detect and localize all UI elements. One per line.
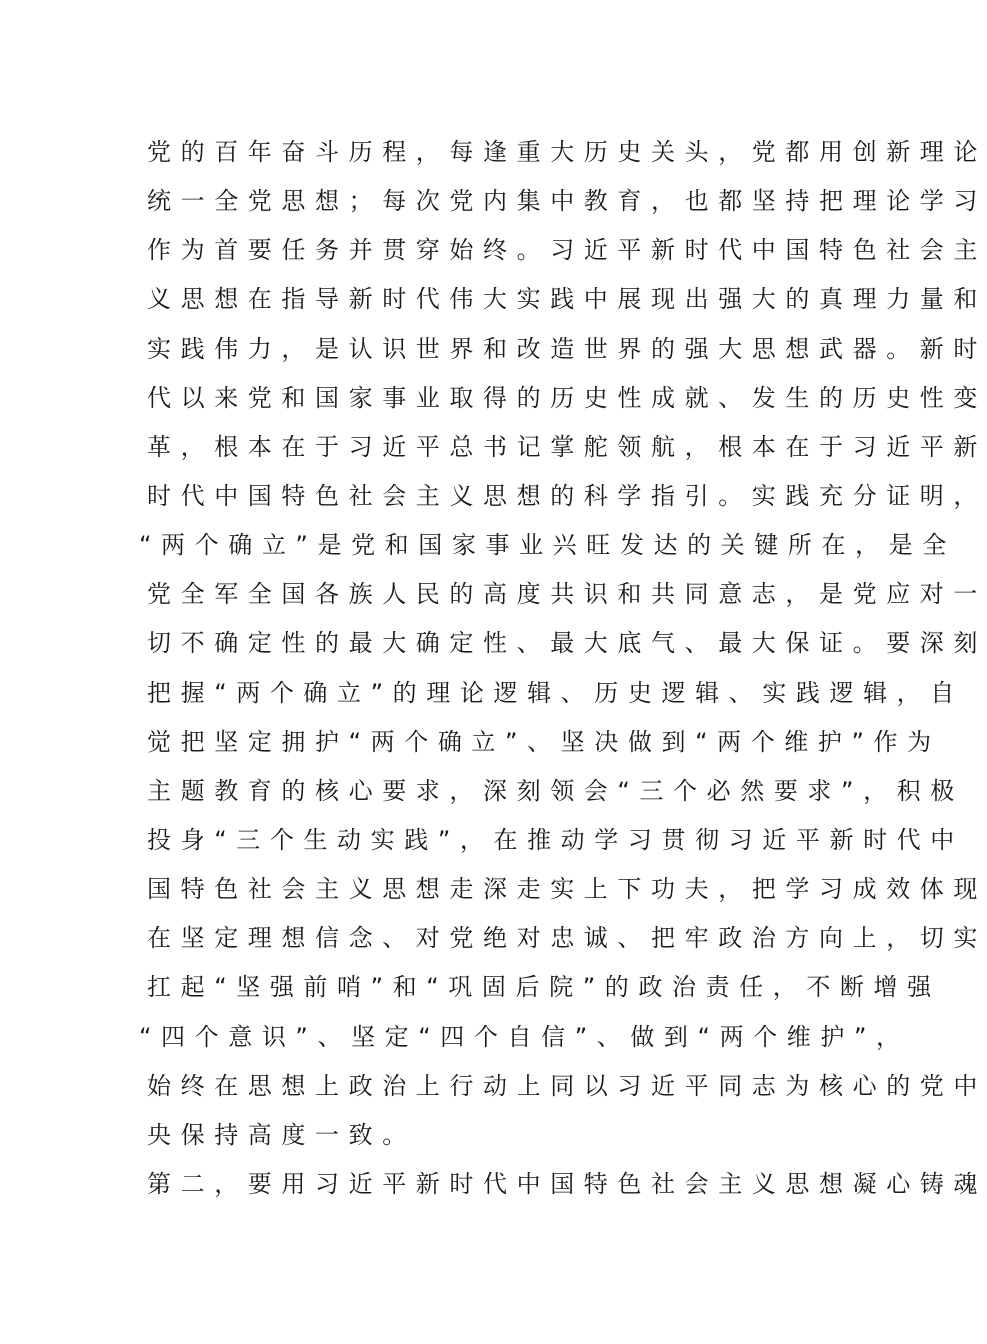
text-line: 央保持高度一致。 bbox=[147, 1120, 416, 1149]
text-line: 切不确定性的最大确定性、最大底气、最大保证。要深刻 bbox=[147, 629, 987, 658]
text-line: 扛起“坚强前哨”和“巩固后院”的政治责任，不断增强 bbox=[147, 973, 941, 1002]
text-line: 义思想在指导新时代伟大实践中展现出强大的真理力量和 bbox=[147, 285, 987, 314]
text-line: 在坚定理想信念、对党绝对忠诚、把牢政治方向上，切实 bbox=[147, 924, 987, 953]
text-line: 主题教育的核心要求，深刻领会“三个必然要求”，积极 bbox=[147, 776, 964, 805]
text-line: 把握“两个确立”的理论逻辑、历史逻辑、实践逻辑，自 bbox=[147, 678, 964, 707]
text-line: 统一全党思想；每次党内集中教育，也都坚持把理论学习 bbox=[147, 187, 987, 216]
text-line: “两个确立”是党和国家事业兴旺发达的关键所在，是全 bbox=[139, 531, 956, 560]
body-text bbox=[139, 128, 987, 1209]
text-line: 党全军全国各族人民的高度共识和共同意志，是党应对一 bbox=[147, 580, 987, 609]
section-heading-line: 第二，要用习近平新时代中国特色社会主义思想凝心铸魂 bbox=[147, 1169, 987, 1198]
text-line: 革，根本在于习近平总书记掌舵领航，根本在于习近平新 bbox=[147, 432, 987, 461]
text-line: 党的百年奋斗历程，每逢重大历史关头，党都用创新理论 bbox=[147, 138, 987, 166]
text-line: 投身“三个生动实践”，在推动学习贯彻习近平新时代中 bbox=[147, 825, 964, 854]
text-line: 时代中国特色社会主义思想的科学指引。实践充分证明， bbox=[147, 481, 987, 510]
text-line: 觉把坚定拥护“两个确立”、坚决做到“两个维护”作为 bbox=[147, 727, 941, 756]
text-line: 实践伟力，是认识世界和改造世界的强大思想武器。新时 bbox=[147, 334, 987, 363]
text-line: 作为首要任务并贯穿始终。习近平新时代中国特色社会主 bbox=[147, 236, 987, 265]
text-line: “四个意识”、坚定“四个自信”、做到“两个维护”， bbox=[139, 1022, 910, 1051]
text-line: 代以来党和国家事业取得的历史性成就、发生的历史性变 bbox=[147, 383, 987, 412]
text-line: 国特色社会主义思想走深走实上下功夫，把学习成效体现 bbox=[147, 875, 987, 904]
text-line: 始终在思想上政治上行动上同以习近平同志为核心的党中 bbox=[147, 1071, 987, 1100]
